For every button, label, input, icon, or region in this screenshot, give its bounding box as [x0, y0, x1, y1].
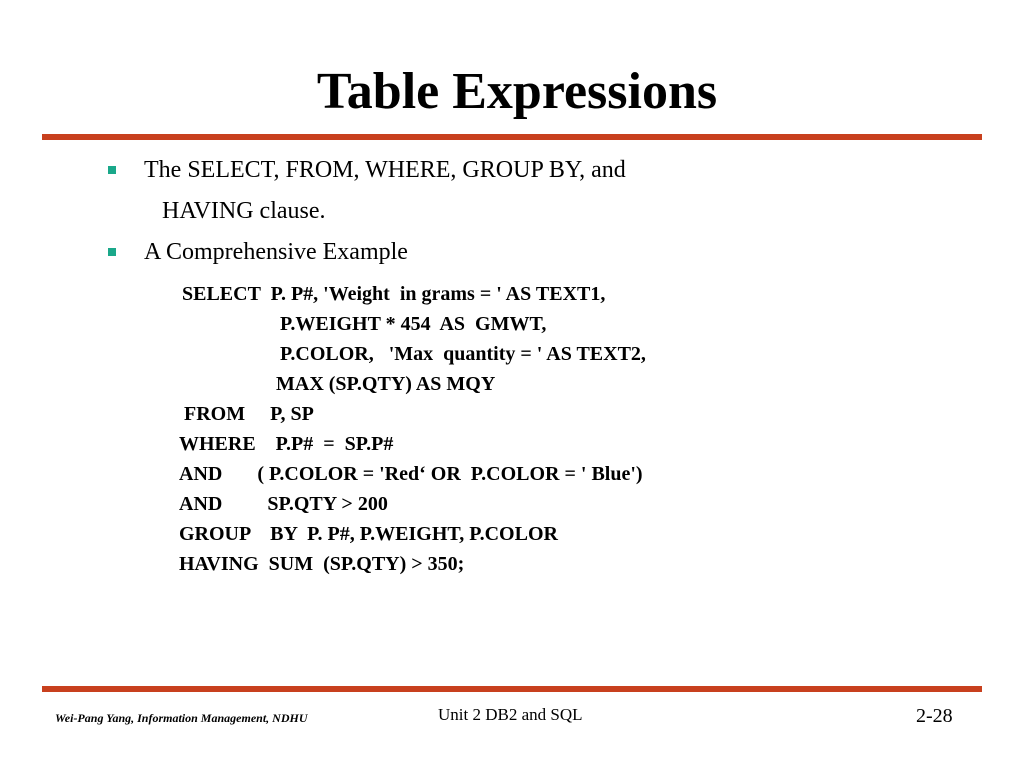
bullet-text: The SELECT, FROM, WHERE, GROUP BY, and	[144, 157, 626, 183]
code-line: GROUP BY P. P#, P.WEIGHT, P.COLOR	[179, 523, 558, 545]
code-line: P.COLOR, 'Max quantity = ' AS TEXT2,	[280, 343, 646, 365]
code-line: AND SP.QTY > 200	[179, 493, 388, 515]
footer-author: Wei-Pang Yang, Information Management, NDHU	[55, 711, 308, 725]
code-line: MAX (SP.QTY) AS MQY	[276, 373, 496, 395]
code-line: SELECT P. P#, 'Weight in grams = ' AS TEXT1,	[182, 283, 606, 305]
code-line: HAVING SUM (SP.QTY) > 350;	[179, 553, 465, 575]
square-bullet-icon	[108, 248, 116, 256]
slide-title: Table Expressions	[316, 63, 718, 120]
code-line: FROM P, SP	[184, 403, 314, 425]
footer-divider	[42, 686, 982, 692]
title-divider	[42, 134, 982, 140]
code-line: WHERE P.P# = SP.P#	[179, 433, 394, 455]
footer-unit: Unit 2 DB2 and SQL	[438, 705, 583, 724]
bullet-text: A Comprehensive Example	[144, 239, 408, 265]
square-bullet-icon	[108, 166, 116, 174]
page-number: 2-28	[916, 705, 953, 727]
bullet-text: HAVING clause.	[162, 198, 326, 224]
code-line: P.WEIGHT * 454 AS GMWT,	[280, 313, 547, 335]
code-line: AND ( P.COLOR = 'Red‘ OR P.COLOR = ' Blue')	[179, 463, 643, 485]
